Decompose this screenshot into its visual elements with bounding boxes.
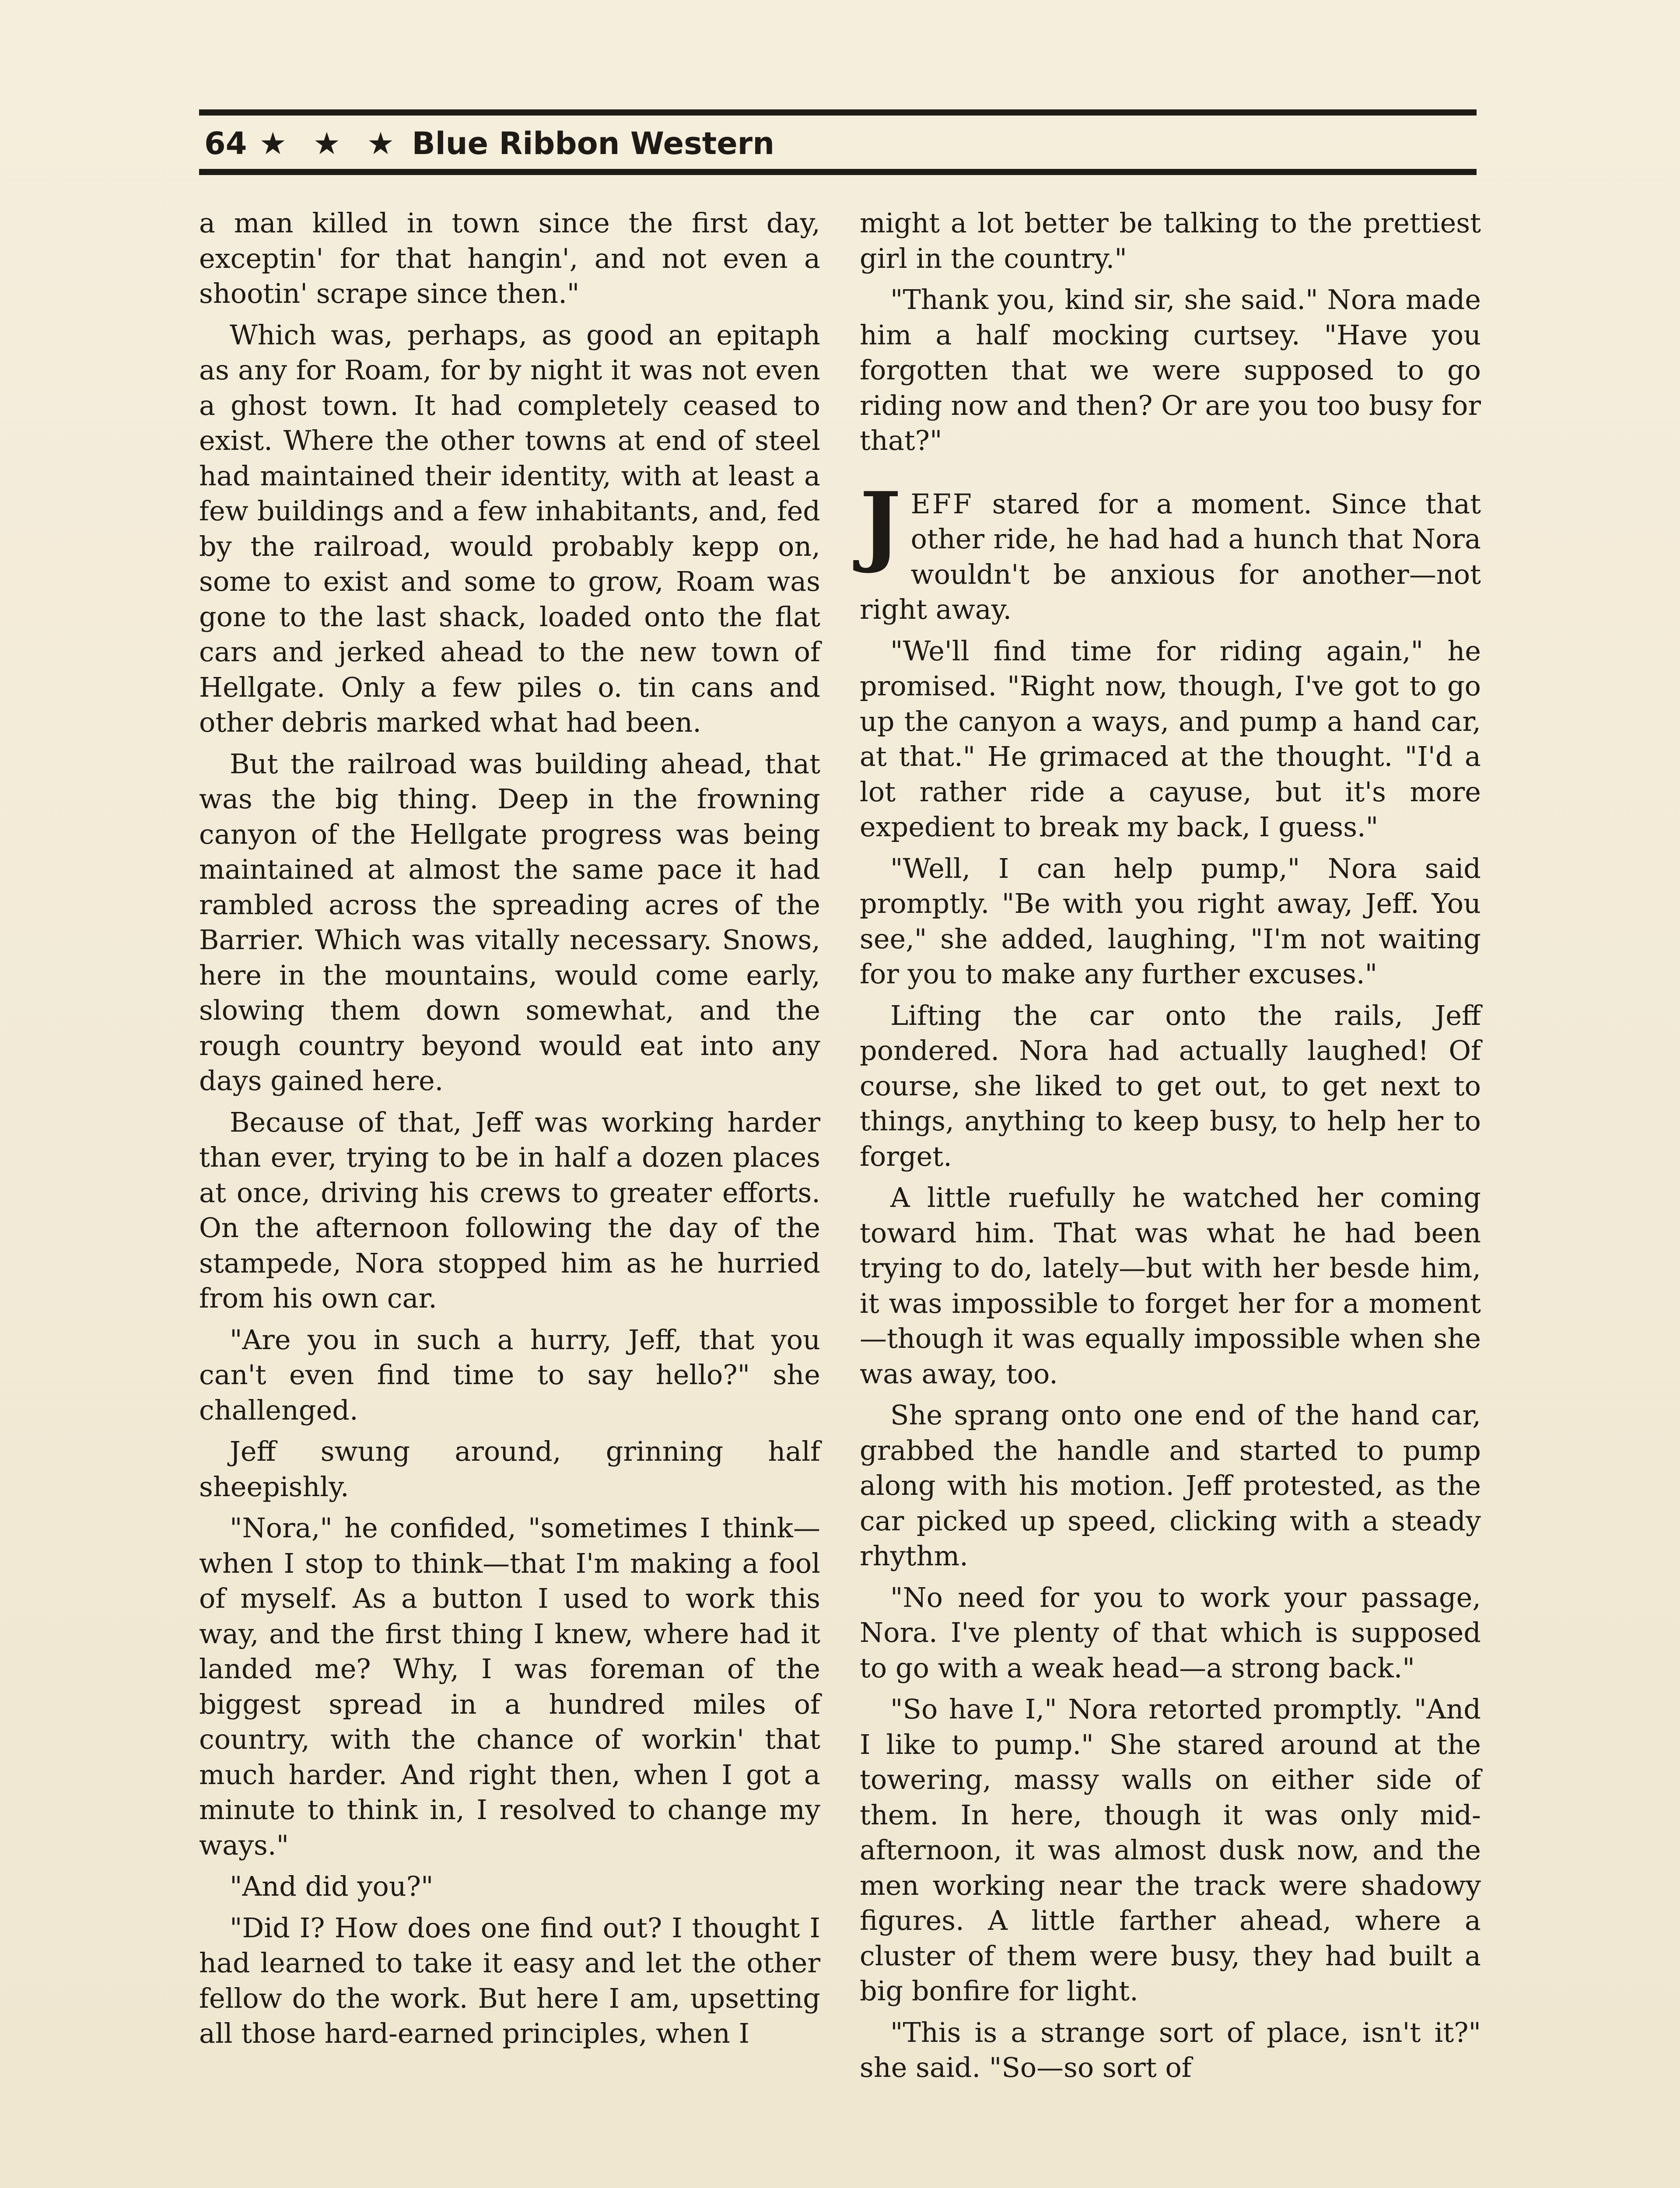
header-rule-top [199, 109, 1477, 116]
drop-cap-letter: J [860, 473, 901, 576]
paragraph: Jeff swung around, grinning half sheepishly. [199, 1435, 820, 1503]
paragraph: "This is a strange sort of place, isn't it?" she said. "So—so sort of [860, 2016, 1481, 2083]
paragraph: "Well, I can help pump," Nora said promptly. "Be with you right away, Jeff. You see," she added, laughing, "I'm not waiting for you to make any further excuses." [860, 852, 1481, 990]
star-ornaments: ★ ★ ★ [259, 126, 402, 161]
drop-cap-text: stared for a moment. Since that other ride, he had had a hunch that Nora wouldn't be anxious for another—not right away. [860, 487, 1481, 625]
paragraph: Because of that, Jeff was working harder than ever, trying to be in half a dozen places at once, driving his crews to greater efforts. On the afternoon following the day of the stampede, Nora stopped him as he hurried from his own car. [199, 1106, 820, 1314]
paragraph: "No need for you to work your passage, Nora. I've plenty of that which is supposed to go with a weak head—a strong back." [860, 1581, 1481, 1684]
paragraph: She sprang onto one end of the hand car, grabbed the handle and started to pump along with his motion. Jeff protested, as the car picked up speed, clicking with a steady rhythm. [860, 1399, 1481, 1572]
paragraph: "Nora," he confided, "sometimes I think—when I stop to think—that I'm making a fool of myself. As a button I used to work this way, and the first thing I knew, where had it landed me? Why, I was foreman of the biggest spread in a hundred miles of country, with the chance of workin' that much harder. And right then, when I got a minute to think in, I resolved to change my ways." [199, 1512, 820, 1861]
paragraph: "We'll find time for riding again," he promised. "Right now, though, I've got to go up the canyon a ways, and pump a hand car, at that." He grimaced at the thought. "I'd a lot rather ride a cayuse, but it's more expedient to break my back, I guess." [860, 635, 1481, 843]
paragraph: A little ruefully he watched her coming toward him. That was what he had been trying to do, lately—but with her besde him, it was impossible to forget her for a moment—though it was equally impossible when she was away, too. [860, 1182, 1481, 1390]
magazine-title: Blue Ribbon Western [412, 126, 775, 161]
paragraph: Which was, perhaps, as good an epitaph as any for Roam, for by night it was not even a ghost town. It had completely ceased to exist. Where the other towns at end of steel had maintained their identity, with at least a few buildings and a few inhabitants, and, fed by the railroad, would probably kepp on, some to exist and some to grow, Roam was gone to the last shack, loaded onto the flat cars and jerked ahead to the new town of Hellgate. Only a few piles o. tin cans and other debris marked what had been. [199, 319, 820, 738]
running-head [204, 122, 774, 165]
drop-cap-paragraph [860, 473, 1481, 628]
page-number: 64 [204, 126, 247, 161]
paragraph: Lifting the car onto the rails, Jeff pondered. Nora had actually laughed! Of course, she liked to get out, to get next to things, anything to keep busy, to help her to forget. [860, 999, 1481, 1172]
paragraph: "Are you in such a hurry, Jeff, that you can't even find time to say hello?" she challenged. [199, 1323, 820, 1426]
paragraph: "And did you?" [230, 1870, 434, 1902]
paragraph: But the railroad was building ahead, that was the big thing. Deep in the frowning canyon of the Hellgate progress was being maintained at almost the same pace it had rambled across the spreading acres of the Barrier. Which was vitally necessary. Snows, here in the mountains, would come early, slowing them down somewhat, and the rough country beyond would eat into any days gained here. [199, 747, 820, 1097]
drop-cap-caps: EFF [910, 487, 973, 520]
header-rule-bottom [199, 169, 1477, 175]
paragraph: "Thank you, kind sir, she said." Nora made him a half mocking curtsey. "Have you forgotten that we were supposed to go riding now and then? Or are you too busy for that?" [860, 284, 1481, 456]
paragraph: might a lot better be talking to the prettiest girl in the country." [860, 207, 1481, 274]
right-column [860, 206, 1481, 2092]
left-column [199, 206, 820, 2058]
paragraph: "Did I? How does one find out? I thought I had learned to take it easy and let the other fellow do the work. But here I am, upsetting all those hard-earned principles, when I [199, 1911, 820, 2049]
paragraph: "So have I," Nora retorted promptly. "And I like to pump." She stared around at the towering, massy walls on either side of them. In here, though it was only mid-afternoon, it was almost dusk now, and the men working near the track were shadowy figures. A little farther ahead, where a cluster of them were busy, they had built a big bonfire for light. [860, 1693, 1481, 2007]
paragraph: a man killed in town since the first day, exceptin' for that hangin', and not even a shootin' scrape since then." [199, 207, 820, 309]
page-header [199, 109, 1477, 175]
